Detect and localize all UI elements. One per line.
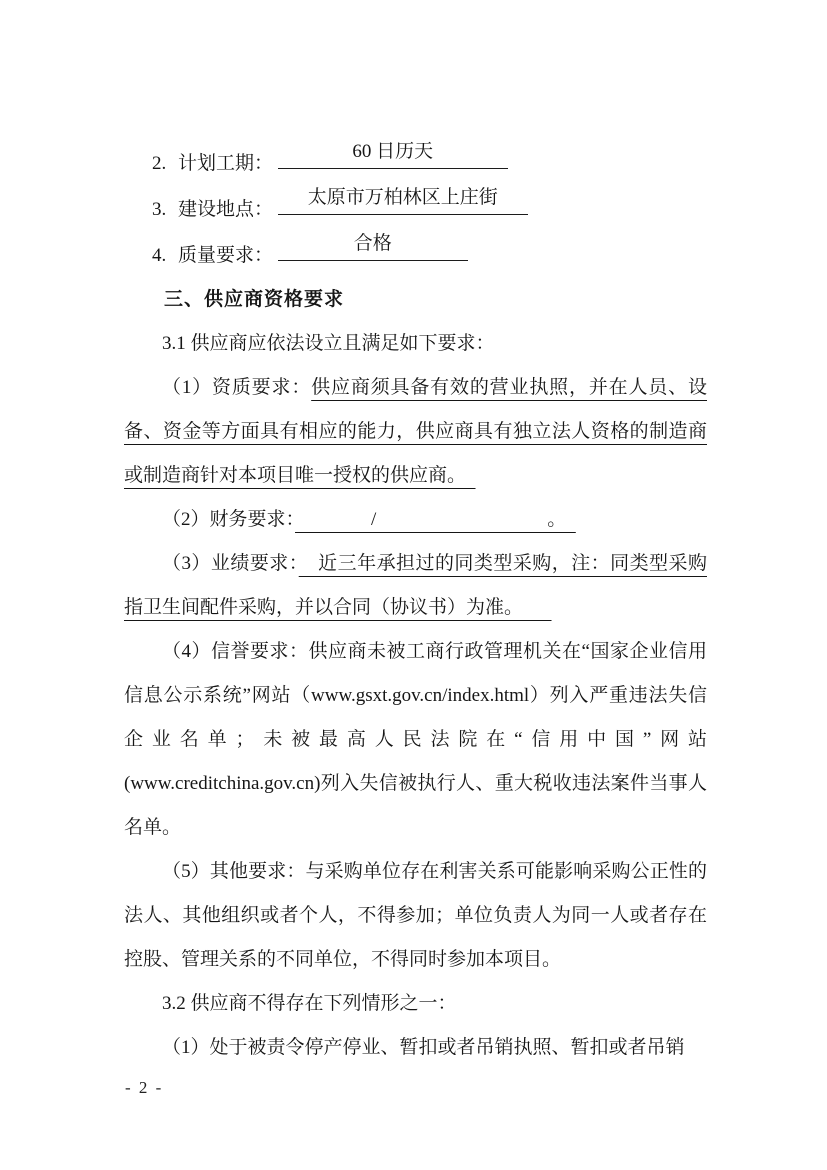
requirement-label: （2）财务要求： [162,509,296,530]
requirement-value-underlined: 供应商须具备有效的营业执照，并在人员、设备、资金等方面具有相应的能力，供应商具有独立法人资格的制造商或制造商针对本项目唯一授权的供应商。 [124,377,707,486]
clause-3-2: 3.2 供应商不得存在下列情形之一： [162,993,457,1014]
prohibited-condition-1: （1）处于被责令停产停业、暂扣或者吊销执照、暂扣或者吊销 [162,1037,685,1058]
list-item-number: 4. [152,245,167,266]
document-body [124,140,707,1070]
list-item-label: 建设地点： [178,199,274,220]
list-item-number: 3. [152,199,167,220]
requirement-label: （3）业绩要求： [162,553,299,574]
blank-value: 太原市万柏林区上庄街 [307,187,498,208]
requirement-label: （4）信誉要求： [162,641,309,662]
requirement-value: 供应商未被工商行政管理机关在“国家企业信用信息公示系统”网站（www.gsxt.gov.cn/index.html）列入严重违法失信企业名单；未被最高人民法院在“信用中国”网站(www.creditchina.gov.cn)列入失信被执行人、重大税收违法案件当事人名单。 [124,641,707,838]
list-item-quality-requirement [152,232,707,278]
filled-blank-site [278,186,528,215]
list-item-label: 计划工期： [178,153,274,174]
requirement-label: （5）其他要求： [162,861,306,882]
page-number: - 2 - [125,1078,164,1097]
requirement-reputation [124,630,707,850]
filled-blank-quality [278,232,468,261]
requirement-qualification [124,366,707,498]
section-heading-supplier-qualification: 三、供应商资格要求 [164,289,345,310]
clause-3-1: 3.1 供应商应依法设立且满足如下要求： [162,333,495,354]
requirement-financial [124,498,707,542]
filled-blank-duration [278,140,508,169]
blank-value: 60 日历天 [352,141,434,162]
requirement-value-underlined: 近三年承担过的同类型采购，注：同类型采购指卫生间配件采购，并以合同（协议书）为准。 [124,553,707,618]
requirement-other [124,850,707,982]
list-item-label: 质量要求： [178,245,274,266]
requirement-performance [124,542,707,630]
requirement-label: （1）资质要求： [162,377,312,398]
list-item-number: 2. [152,153,167,174]
list-item-planned-duration [152,140,707,186]
blank-value: 合格 [353,233,392,254]
list-item-construction-site [152,186,707,232]
requirement-value-underlined: / 。 [295,509,576,530]
requirement-value: 与采购单位存在利害关系可能影响采购公正性的法人、其他组织或者个人，不得参加；单位负责人为同一人或者存在控股、管理关系的不同单位，不得同时参加本项目。 [124,861,707,970]
